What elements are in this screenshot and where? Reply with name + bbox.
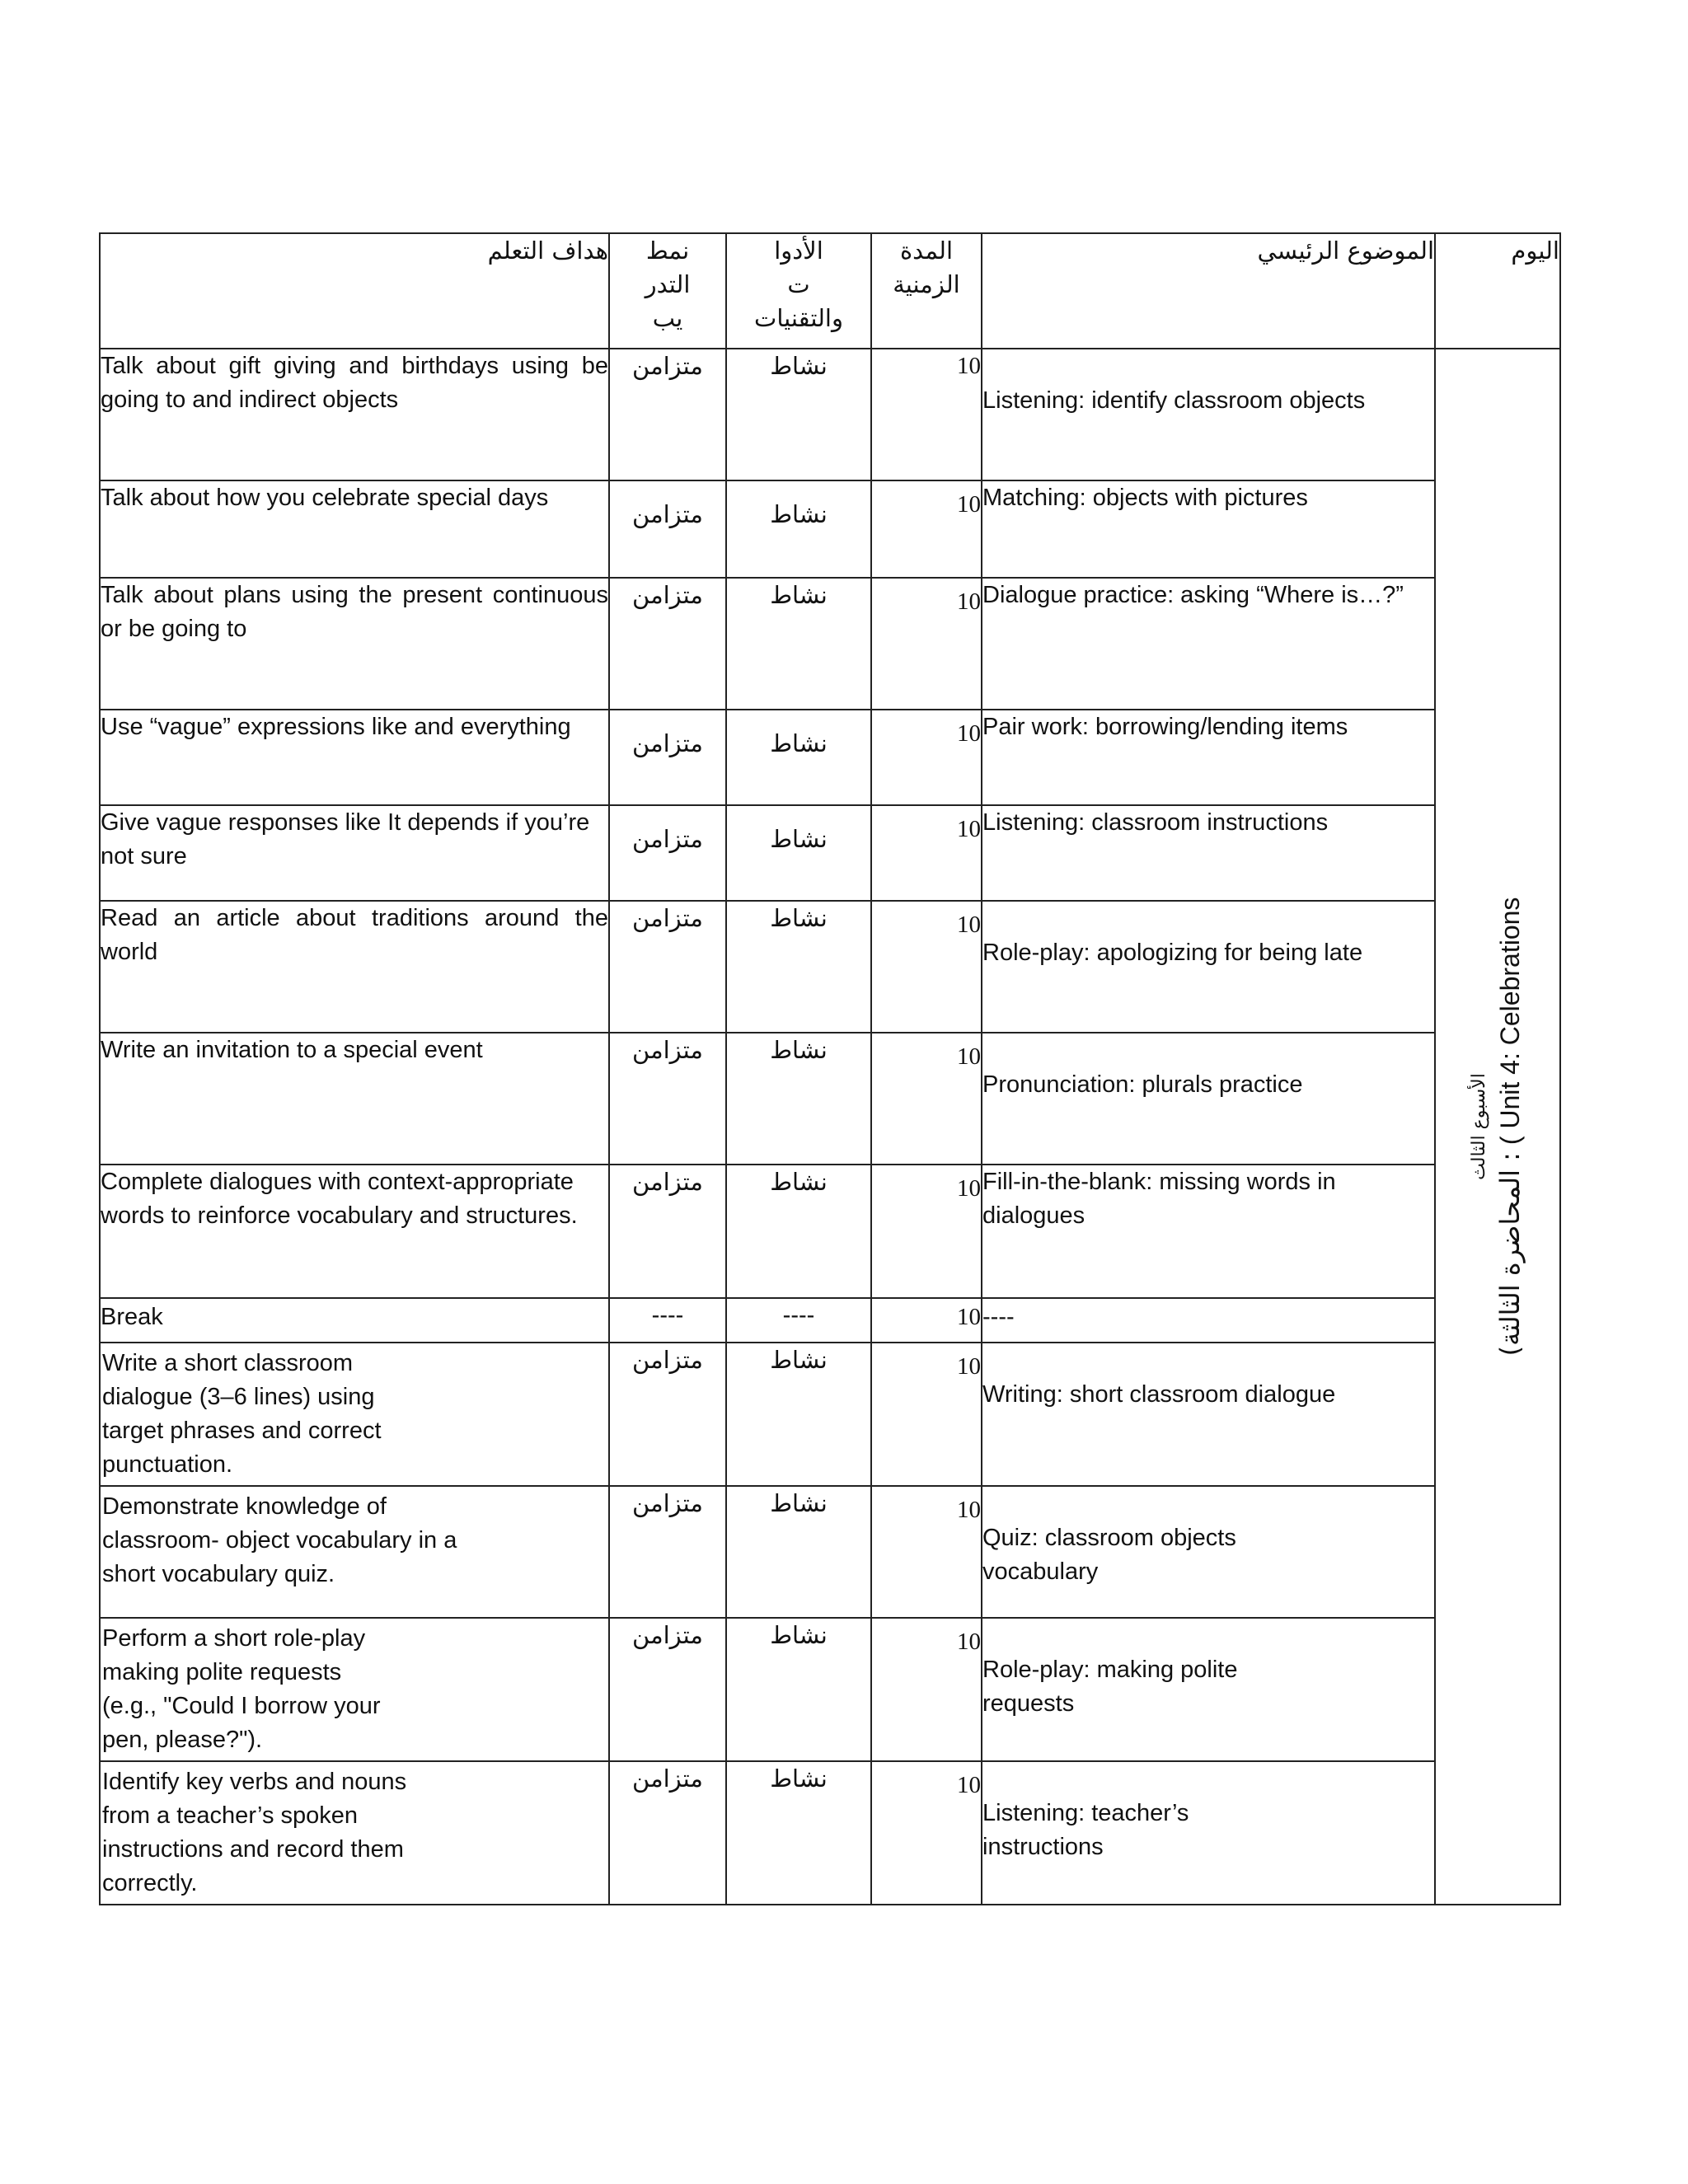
- header-day: اليوم: [1435, 233, 1560, 349]
- header-duration: المدة الزمنية: [871, 233, 982, 349]
- tool-cell: نشاط: [726, 1033, 871, 1165]
- table-row: [100, 1486, 1560, 1618]
- topic-cell: ----: [982, 1298, 1435, 1343]
- goal-cell: Talk about plans using the present continuous or be going to: [100, 578, 609, 710]
- mode-cell: متزامن: [609, 1343, 726, 1486]
- topic-cell: Listening: teacher’s instructions: [982, 1761, 1435, 1905]
- header-row: [100, 233, 1560, 349]
- duration-cell: 10: [871, 349, 982, 480]
- lesson-plan-table: [99, 232, 1561, 1905]
- mode-cell: متزامن: [609, 805, 726, 901]
- mode-cell: متزامن: [609, 1165, 726, 1298]
- goal-cell: Complete dialogues with context-appropriate words to reinforce vocabulary and structures.: [100, 1165, 609, 1298]
- table-row: [100, 1761, 1560, 1905]
- week-label: الأسبوع الثالث: [1469, 1073, 1489, 1180]
- topic-cell: Listening: identify classroom objects: [982, 349, 1435, 480]
- table-row: [100, 578, 1560, 710]
- duration-cell: 10: [871, 1618, 982, 1761]
- table-row: [100, 901, 1560, 1033]
- mode-cell: متزامن: [609, 480, 726, 578]
- duration-cell: 10: [871, 710, 982, 805]
- tool-cell: نشاط: [726, 349, 871, 480]
- topic-cell: Writing: short classroom dialogue: [982, 1343, 1435, 1486]
- topic-cell: Quiz: classroom objects vocabulary: [982, 1486, 1435, 1618]
- table-row: [100, 805, 1560, 901]
- topic-cell: Role-play: apologizing for being late: [982, 901, 1435, 1033]
- mode-cell: متزامن: [609, 901, 726, 1033]
- topic-cell: Pair work: borrowing/lending items: [982, 710, 1435, 805]
- header-main-topic: الموضوع الرئيسي: [982, 233, 1435, 349]
- goal-cell: Give vague responses like It depends if you’re not sure: [100, 805, 609, 901]
- mode-cell: متزامن: [609, 349, 726, 480]
- goal-cell: Read an article about traditions around the world: [100, 901, 609, 1033]
- duration-cell: 10: [871, 1298, 982, 1343]
- duration-cell: 10: [871, 480, 982, 578]
- tool-cell: نشاط: [726, 578, 871, 710]
- goal-cell: Talk about how you celebrate special days: [100, 480, 609, 578]
- goal-cell: Break: [100, 1298, 609, 1343]
- topic-cell: Dialogue practice: asking “Where is…?”: [982, 578, 1435, 710]
- tool-cell: نشاط: [726, 1343, 871, 1486]
- goal-cell: Demonstrate knowledge of classroom- object vocabulary in a short vocabulary quiz.: [100, 1486, 609, 1618]
- tool-cell: نشاط: [726, 805, 871, 901]
- table-row: [100, 349, 1560, 480]
- topic-cell: Matching: objects with pictures: [982, 480, 1435, 578]
- tool-cell: نشاط: [726, 901, 871, 1033]
- mode-cell: متزامن: [609, 710, 726, 805]
- duration-cell: 10: [871, 805, 982, 901]
- table-row-break: [100, 1298, 1560, 1343]
- table-row: [100, 710, 1560, 805]
- duration-cell: 10: [871, 1165, 982, 1298]
- goal-cell: Perform a short role-play making polite requests (e.g., "Could I borrow your pen, please?").: [100, 1618, 609, 1761]
- day-label-vertical: [1467, 898, 1528, 1357]
- mode-cell: ----: [609, 1298, 726, 1343]
- duration-cell: 10: [871, 1033, 982, 1165]
- table-row: [100, 480, 1560, 578]
- duration-cell: 10: [871, 1486, 982, 1618]
- goal-cell: Write a short classroom dialogue (3–6 lines) using target phrases and correct punctuation.: [100, 1343, 609, 1486]
- goal-cell: Talk about gift giving and birthdays using be going to and indirect objects: [100, 349, 609, 480]
- mode-cell: متزامن: [609, 578, 726, 710]
- mode-cell: متزامن: [609, 1486, 726, 1618]
- header-training-mode: نمط التدر يب: [609, 233, 726, 349]
- mode-cell: متزامن: [609, 1761, 726, 1905]
- goal-cell: Use “vague” expressions like and everything: [100, 710, 609, 805]
- unit-label: : المحاضرة الثالثة) ( Unit 4: Celebrations: [1494, 897, 1526, 1357]
- duration-cell: 10: [871, 901, 982, 1033]
- tool-cell: نشاط: [726, 710, 871, 805]
- duration-cell: 10: [871, 1761, 982, 1905]
- duration-cell: 10: [871, 578, 982, 710]
- day-cell: [1435, 349, 1560, 1905]
- table-row: [100, 1165, 1560, 1298]
- topic-cell: Role-play: making polite requests: [982, 1618, 1435, 1761]
- tool-cell: نشاط: [726, 1486, 871, 1618]
- topic-cell: Pronunciation: plurals practice: [982, 1033, 1435, 1165]
- header-learning-goals: هداف التعلم: [100, 233, 609, 349]
- table-row: [100, 1343, 1560, 1486]
- mode-cell: متزامن: [609, 1618, 726, 1761]
- header-tools: الأدوا ت والتقنيات: [726, 233, 871, 349]
- topic-cell: Fill-in-the-blank: missing words in dialogues: [982, 1165, 1435, 1298]
- table-row: [100, 1033, 1560, 1165]
- tool-cell: نشاط: [726, 480, 871, 578]
- tool-cell: نشاط: [726, 1761, 871, 1905]
- table-row: [100, 1618, 1560, 1761]
- topic-cell: Listening: classroom instructions: [982, 805, 1435, 901]
- tool-cell: نشاط: [726, 1165, 871, 1298]
- tool-cell: ----: [726, 1298, 871, 1343]
- mode-cell: متزامن: [609, 1033, 726, 1165]
- goal-cell: Write an invitation to a special event: [100, 1033, 609, 1165]
- duration-cell: 10: [871, 1343, 982, 1486]
- tool-cell: نشاط: [726, 1618, 871, 1761]
- goal-cell: Identify key verbs and nouns from a teacher’s spoken instructions and record them correctly.: [100, 1761, 609, 1905]
